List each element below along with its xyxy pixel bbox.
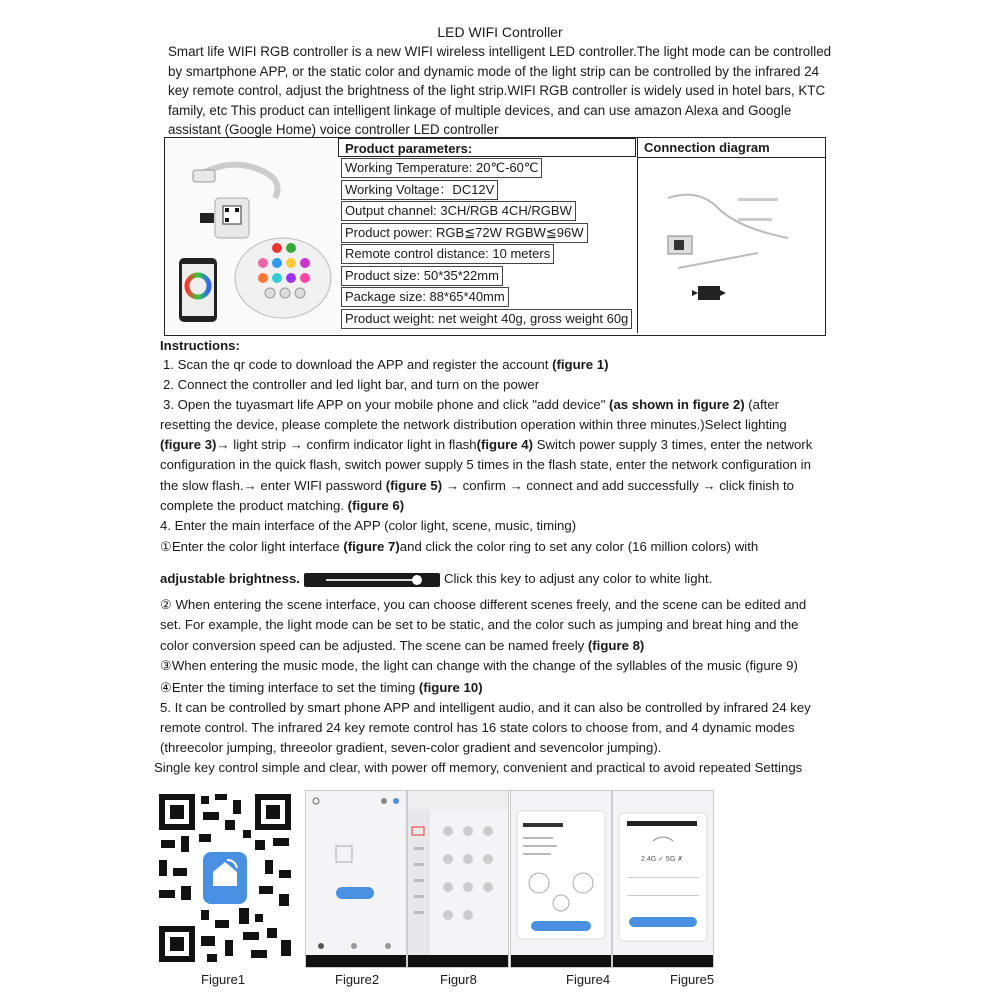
step-4-scene <box>160 638 644 653</box>
figure-ref: (figure 10) <box>418 680 483 695</box>
param-value: Product weight: net weight 40g, gross weight 60g <box>341 309 632 329</box>
param-row <box>338 179 636 201</box>
step-3-line: configuration in the quick flash, switch power supply 5 times in the flash state, enter the network configuration in <box>160 457 811 472</box>
nav-bar <box>306 955 406 967</box>
nav-bar <box>408 955 508 967</box>
connection-diagram <box>637 138 825 333</box>
text: ①Enter the color light interface <box>160 539 344 554</box>
qr-code[interactable] <box>155 790 295 966</box>
intro-paragraph <box>168 42 888 140</box>
product-parameters <box>338 138 636 329</box>
figure-ref: (figure 6) <box>347 498 405 513</box>
param-row <box>338 308 636 330</box>
figure-5-caption: Figure5 <box>670 972 715 987</box>
figure-ref: (figure 8) <box>587 638 645 653</box>
text: the slow flash.→ enter WIFI password <box>160 478 386 493</box>
figure-ref: (as shown in figure 2) <box>609 397 745 412</box>
product-photo <box>165 138 337 333</box>
step-5: 5. It can be controlled by smart phone APP and intelligent audio, and it can also be controlled by infrared 24 key <box>160 700 811 715</box>
figure-1-caption: Figure1 <box>201 972 246 987</box>
step-3-line: resetting the device, please complete the network distribution operation within three minutes.)Select lighting <box>160 417 787 432</box>
param-value: Remote control distance: 10 meters <box>341 244 554 264</box>
step-4-brightness <box>160 571 712 587</box>
text: complete the product matching. <box>160 498 348 513</box>
step-4-music: ③When entering the music mode, the light can change with the change of the syllables of the music (figure 9) <box>160 658 798 673</box>
intro-line: by smartphone APP, or the static color and dynamic mode of the light strip can be controlled by the infrared 24 <box>168 63 820 79</box>
param-value: Product power: RGB≦72W RGBW≦96W <box>341 223 588 243</box>
figure-4-caption: Figure4 <box>566 972 611 987</box>
connection-header: Connection diagram <box>638 138 825 158</box>
step-3 <box>163 397 779 412</box>
wiring-illustration <box>638 158 824 333</box>
text: (after <box>744 397 780 412</box>
intro-line: assistant (Google Home) voice controller LED controller <box>168 122 499 138</box>
figure-ref: (figure 3) <box>160 437 217 452</box>
svg-text:2.4G ✓ 5G ✗: 2.4G ✓ 5G ✗ <box>641 856 684 863</box>
figure-ref: (figure 7) <box>343 539 400 554</box>
text: smart life APP on your mobile phone and click "add device" <box>260 397 610 412</box>
figure-3-caption: Figur8 <box>440 972 477 987</box>
intro-line: family, etc This product can intelligent linkage of multiple devices, and can use amazon Alexa and Google <box>168 102 792 118</box>
nav-bar <box>511 955 611 967</box>
text: color conversion speed can be adjusted. The scene can be named freely <box>160 638 588 653</box>
figure-3-screenshot <box>407 790 509 968</box>
step-3-line <box>160 478 794 493</box>
text: and click the color ring to set any color (16 million colors) with <box>399 539 759 554</box>
text: ④Enter the timing interface to set the timing <box>160 680 419 695</box>
figure-ref: (figure 5) <box>385 478 443 493</box>
step-5: remote control. The infrared 24 key remote control has 16 state colors to choose from, and 4 dynamic modes <box>160 720 795 735</box>
param-value: Output channel: 3CH/RGB 4CH/RGBW <box>341 201 576 221</box>
step-5: Single key control simple and clear, with power off memory, convenient and practical to avoid repeated Settings <box>154 760 803 775</box>
text: adjustable brightness. <box>160 571 300 586</box>
step-4-scene: ② When entering the scene interface, you can choose different scenes freely, and the scene can be edited and <box>160 597 807 612</box>
step-3-line <box>160 437 812 452</box>
step-5: (threecolor jumping, threeolor gradient, seven-color gradient and sevencolor jumping). <box>160 740 662 755</box>
text: 1. Scan the qr code to download the APP and register the account <box>163 357 553 372</box>
step-4-scene: set. For example, the light mode can be set to be static, and the color such as jumping and breat hing and the <box>160 617 799 632</box>
step-2: 2. Connect the controller and led light bar, and turn on the power <box>163 377 540 392</box>
param-value: Package size: 88*65*40mm <box>341 287 509 307</box>
param-value: Working Temperature: 20℃-60℃ <box>341 158 542 178</box>
figure-4-screenshot <box>510 790 612 968</box>
intro-line: key remote control, adjust the brightness of the light strip.WIFI RGB controller is widely used in hotel bars, KTC <box>168 83 826 99</box>
step-1 <box>163 357 608 372</box>
instructions-heading: Instructions: <box>160 338 240 353</box>
text: Click this key to adjust any color to white light. <box>443 571 713 586</box>
figure-2-screenshot <box>305 790 407 968</box>
param-row <box>338 157 636 179</box>
figure-5-screenshot <box>612 790 714 968</box>
step-4-color <box>160 539 758 555</box>
text: 3. Open the tuya <box>163 397 261 412</box>
step-3-line <box>160 498 404 513</box>
param-row <box>338 200 636 222</box>
figure-ref: (figure 4) <box>476 437 534 452</box>
figure-2-caption: Figure2 <box>335 972 380 987</box>
step-4-timing <box>160 680 483 696</box>
slider-knob[interactable] <box>412 575 422 585</box>
text: → confirm → connect and add successfully → click finish to <box>442 478 794 493</box>
intro-line: Smart life WIFI RGB controller is a new WIFI wireless intelligent LED controller.The light mode can be controlled <box>168 44 832 59</box>
param-row <box>338 243 636 265</box>
step-4: 4. Enter the main interface of the APP (color light, scene, music, timing) <box>160 518 577 533</box>
text: → light strip → confirm indicator light in flash <box>216 437 477 452</box>
slider-track <box>326 579 418 581</box>
text: Switch power supply 3 times, enter the network <box>533 437 813 452</box>
param-row <box>338 222 636 244</box>
brightness-slider[interactable] <box>304 573 440 587</box>
param-row <box>338 265 636 287</box>
param-value: Product size: 50*35*22mm <box>341 266 503 286</box>
nav-bar <box>613 955 713 967</box>
parameters-header: Product parameters: <box>338 138 636 157</box>
page-title: LED WIFI Controller <box>437 24 563 40</box>
param-value: Working Voltage：DC12V <box>341 180 498 200</box>
param-row <box>338 286 636 308</box>
figure-ref: (figure 1) <box>552 357 609 372</box>
